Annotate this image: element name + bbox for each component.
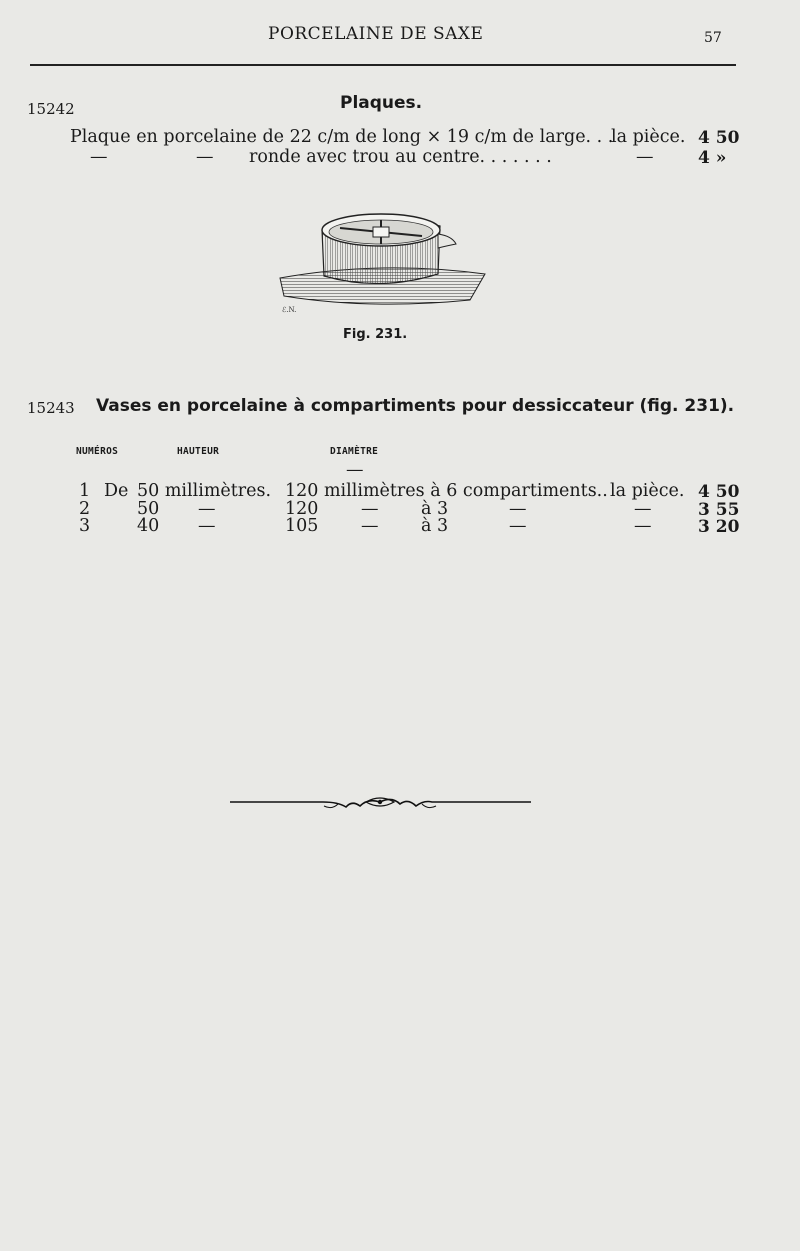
row-3-height: 40	[137, 516, 160, 536]
plaque-line-2-dash-2: —	[196, 147, 214, 167]
row-2-number: 2	[79, 499, 91, 519]
page-number: 57	[704, 30, 722, 46]
row-3-price: 3 20	[698, 517, 740, 537]
row-3-dash-4: —	[634, 516, 652, 536]
row-2-diameter: 120	[285, 499, 319, 519]
plaque-line-1-price: 4 50	[698, 128, 740, 148]
row-1-price: 4 50	[698, 482, 740, 502]
row-3-number: 3	[79, 516, 91, 536]
plaque-line-2-price: 4 »	[698, 148, 727, 168]
row-2-compartments: à 3	[421, 499, 449, 519]
column-header-hauteur: HAUTEUR	[177, 446, 220, 457]
row-3-dash-2: —	[361, 516, 379, 536]
section-title-plaques: Plaques.	[340, 93, 423, 113]
column-header-diametre: DIAMÈTRE	[330, 446, 379, 457]
row-2-dash-4: —	[634, 499, 652, 519]
section-title-vases: Vases en porcelaine à compartiments pour dessiccateur (fig. 231).	[96, 396, 735, 416]
row-1-de: De	[104, 481, 129, 501]
column-header-dash: —	[346, 460, 364, 480]
row-1-unit: la pièce.	[610, 481, 685, 501]
row-1-diameter: 120 millimètres à 6 compartiments..	[285, 481, 608, 501]
svg-text:ℰ.N.: ℰ.N.	[282, 306, 297, 314]
compartment-vase-illustration	[270, 200, 490, 320]
column-header-numeros: NUMÉROS	[76, 446, 119, 457]
row-3-dash-1: —	[198, 516, 216, 536]
plaque-line-1-description: Plaque en porcelaine de 22 c/m de long × 19 c/m de large. . .	[70, 127, 614, 147]
reference-number-plaques: 15242	[27, 100, 75, 118]
row-3-diameter: 105	[285, 516, 319, 536]
ornamental-divider	[228, 790, 533, 814]
plaque-line-2-dash-3: —	[636, 147, 654, 167]
row-1-height: 50 millimètres.	[137, 481, 272, 501]
running-title: PORCELAINE DE SAXE	[268, 24, 484, 44]
row-1-number: 1	[79, 481, 91, 501]
row-2-height: 50	[137, 499, 160, 519]
figure-caption: Fig. 231.	[343, 327, 408, 342]
row-2-price: 3 55	[698, 500, 740, 520]
header-rule	[30, 64, 736, 66]
row-2-dash-2: —	[361, 499, 379, 519]
row-2-dash-3: —	[509, 499, 527, 519]
plaque-line-2-dash-1: —	[90, 147, 108, 167]
row-3-compartments: à 3	[421, 516, 449, 536]
plaque-line-2-description: ronde avec trou au centre. . . . . . .	[249, 147, 552, 167]
reference-number-vases: 15243	[27, 399, 75, 417]
plaque-line-1-unit: la pièce.	[611, 127, 686, 147]
row-3-dash-3: —	[509, 516, 527, 536]
row-2-dash-1: —	[198, 499, 216, 519]
